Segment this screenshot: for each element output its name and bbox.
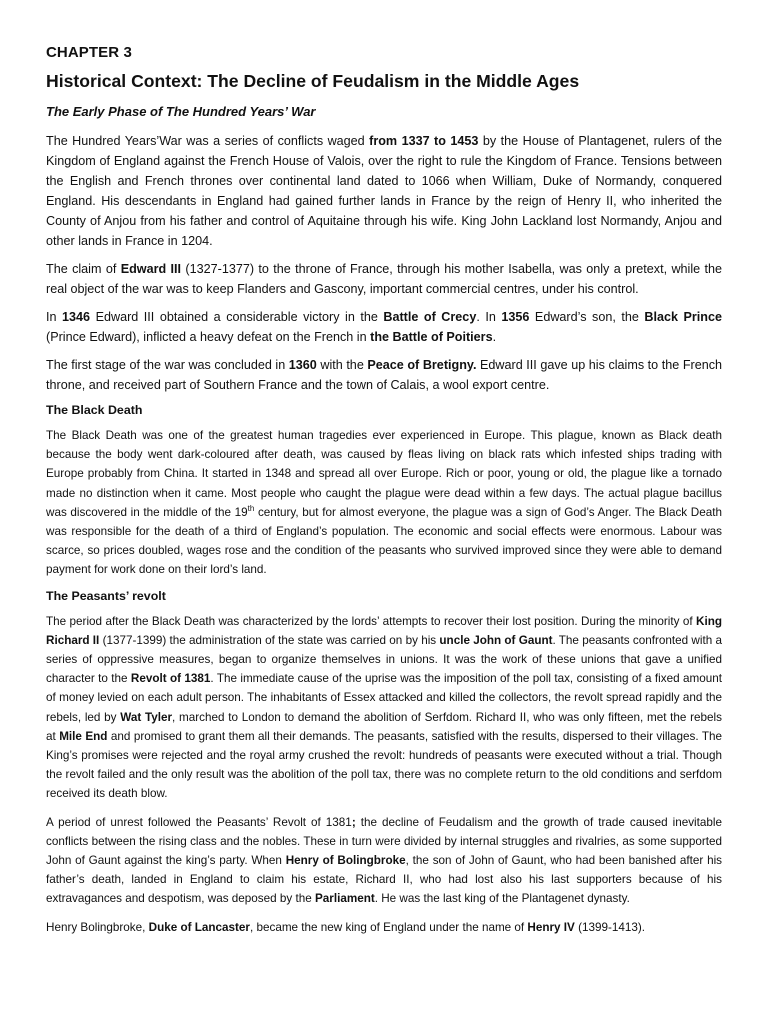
superscript-th: th <box>247 503 255 513</box>
text-run: . In <box>476 310 502 324</box>
text-run-bold: Battle of Crecy <box>383 310 477 324</box>
text-run-bold: uncle John of Gaunt <box>439 633 553 647</box>
text-run: Edward III obtained a considerable victory in the <box>90 310 384 324</box>
text-run: . The immediate cause of the uprise was the imposition of the poll tax, consisting of a fixed amount of money levied on each adult person. The inhabitants of Essex attacked and killed the collectors, the revolt spread rapidly and the rebels, led by <box>46 672 722 724</box>
text-run-bold: Revolt of 1381 <box>130 672 211 686</box>
text-run-bold: 1360 <box>288 358 317 372</box>
text-run-bold: Edward III <box>120 262 182 276</box>
text-run-bold: 1346 <box>62 310 91 324</box>
section-subtitle-hundred-years-war: The Early Phase of The Hundred Years’ War <box>46 104 316 119</box>
paragraph-period-of-unrest <box>46 813 722 909</box>
text-run: Edward III gave up his claims to the French throne, and received part of Southern France and the town of Calais, a wool export centre. <box>46 358 723 392</box>
text-run: the decline of Feudalism and the growth of trade caused inevitable conflicts between the rising class and the nobles. These in turn were divided by internal struggles and rivalries, as some supported John of Gaunt against the king’s party. When <box>46 815 722 868</box>
text-run: , the son of John of Gaunt, who had been banished after his father’s death, landed in England to claim his estate, Richard II, who had lost also his last supporters because of his extravagances and despotism, was deposed by the <box>46 854 723 906</box>
text-run-bold: Mile End <box>59 729 108 743</box>
paragraph-black-death <box>46 426 722 580</box>
text-run: . <box>492 330 497 344</box>
section-heading-black-death: The Black Death <box>46 403 143 417</box>
text-run: and promised to grant them all their demands. The peasants, satisfied with the results, dispersed to their villages. The King’s promises were rejected and the royal army crushed the revolt: hundreds of peasants were executed without a trial. Though the revolt failed and the only result was the abolition of the poll tax, there was no complete return to the old conditions and serfdom received its death blow. <box>46 729 722 801</box>
text-run-bold: ; <box>351 815 356 829</box>
text-run-bold: Duke of Lancaster <box>148 920 250 934</box>
text-run: with the <box>316 358 368 372</box>
text-run-bold: Black Prince <box>644 310 723 324</box>
text-run: The claim of <box>46 262 121 276</box>
text-run: Henry Bolingbroke, <box>46 920 149 934</box>
text-run: The Hundred Years’War was a series of conflicts waged <box>46 134 370 148</box>
text-run-bold: 1356 <box>501 310 530 324</box>
paragraph-hundred-years-war <box>46 131 722 251</box>
paragraph-henry-iv <box>46 918 722 937</box>
text-run: by the House of Plantagenet, rulers of the Kingdom of England against the French House of Valois, over the right to rule the Kingdom of France. Tensions between the English and French thrones over continental land dated to 1066 when William, Duke of Normandy, conquered England. His descendants in England had gained further lands in France by the reign of Henry II, who inherited the County of Anjou from his father and control of Aquitaine through his wife. King John Lackland lost Normandy, Anjou and other lands in France in 1204. <box>46 134 723 248</box>
text-run-bold: King Richard II <box>46 614 722 647</box>
text-run-bold: Henry of Bolingbroke <box>285 854 406 868</box>
text-run: . He was the last king of the Plantagenet dynasty. <box>374 892 630 906</box>
text-run: In <box>46 310 63 324</box>
text-run: Edward’s son, the <box>529 310 645 324</box>
text-run: (Prince Edward), inflicted a heavy defeat on the French in <box>46 330 371 344</box>
text-run: The first stage of the war was concluded in <box>46 358 289 372</box>
text-run-bold: the Battle of Poitiers <box>370 330 493 344</box>
text-run: A period of unrest followed the Peasants’ Revolt of 1381 <box>46 815 352 829</box>
chapter-heading: CHAPTER 3 <box>46 44 132 61</box>
text-run: (1377-1399) the administration of the state was carried on by his <box>99 633 440 647</box>
paragraph-peace-of-bretigny <box>46 355 722 395</box>
text-run: , marched to London to demand the abolition of Serfdom. Richard II, who was only fifteen, met the rebels at <box>46 710 722 743</box>
text-run-bold: Henry IV <box>527 920 575 934</box>
text-run-bold: Parliament <box>314 892 375 906</box>
text-run: . The peasants confronted with a series of oppressive measures, began to organize themselves in unions. It was the work of these unions that gave a unified character to the <box>46 633 722 686</box>
paragraph-peasants-revolt <box>46 612 722 804</box>
section-heading-peasants-revolt: The Peasants’ revolt <box>46 588 166 603</box>
text-run-bold: Wat Tyler <box>120 710 173 724</box>
text-run-bold: from 1337 to 1453 <box>369 134 479 148</box>
text-run: , became the new king of England under the name of <box>249 920 528 934</box>
text-run-bold: Peace of Bretigny. <box>367 358 477 372</box>
document-page <box>46 44 722 946</box>
text-run: The Black Death was one of the greatest human tragedies ever experienced in Europe. This plague, known as Black death because the body went dark-coloured after death, was caused by fleas living on black rats which infested ships trading with Europe probably from China. It started in 1348 and spread all over Europe. Rich or poor, young or old, the plague like a tornado made no distinction when it came. Most people who caught the plague were dead within a few days. The actual plague bacillus was discovered in the middle of the 19 <box>46 429 722 519</box>
page-title: Historical Context: The Decline of Feudalism in the Middle Ages <box>46 71 580 91</box>
paragraph-edward-iii-claim <box>46 259 722 299</box>
text-run: The period after the Black Death was characterized by the lords’ attempts to recover their lost position. During the minority of <box>46 614 697 628</box>
text-run: (1399-1413). <box>574 920 646 934</box>
paragraph-crecy-poitiers <box>46 307 722 347</box>
text-run: (1327-1377) to the throne of France, through his mother Isabella, was only a pretext, while the real object of the war was to keep Flanders and Gascony, important commercial centres, under his control. <box>46 262 723 296</box>
text-run: century, but for almost everyone, the plague was a sign of God’s Anger. The Black Death was responsible for the death of a third of England’s population. The economic and social effects were enormous. Labour was scarce, so prices doubled, wages rose and the condition of the peasants who survived improved since they were able to demand payment for work done on their lord’s land. <box>46 505 722 577</box>
